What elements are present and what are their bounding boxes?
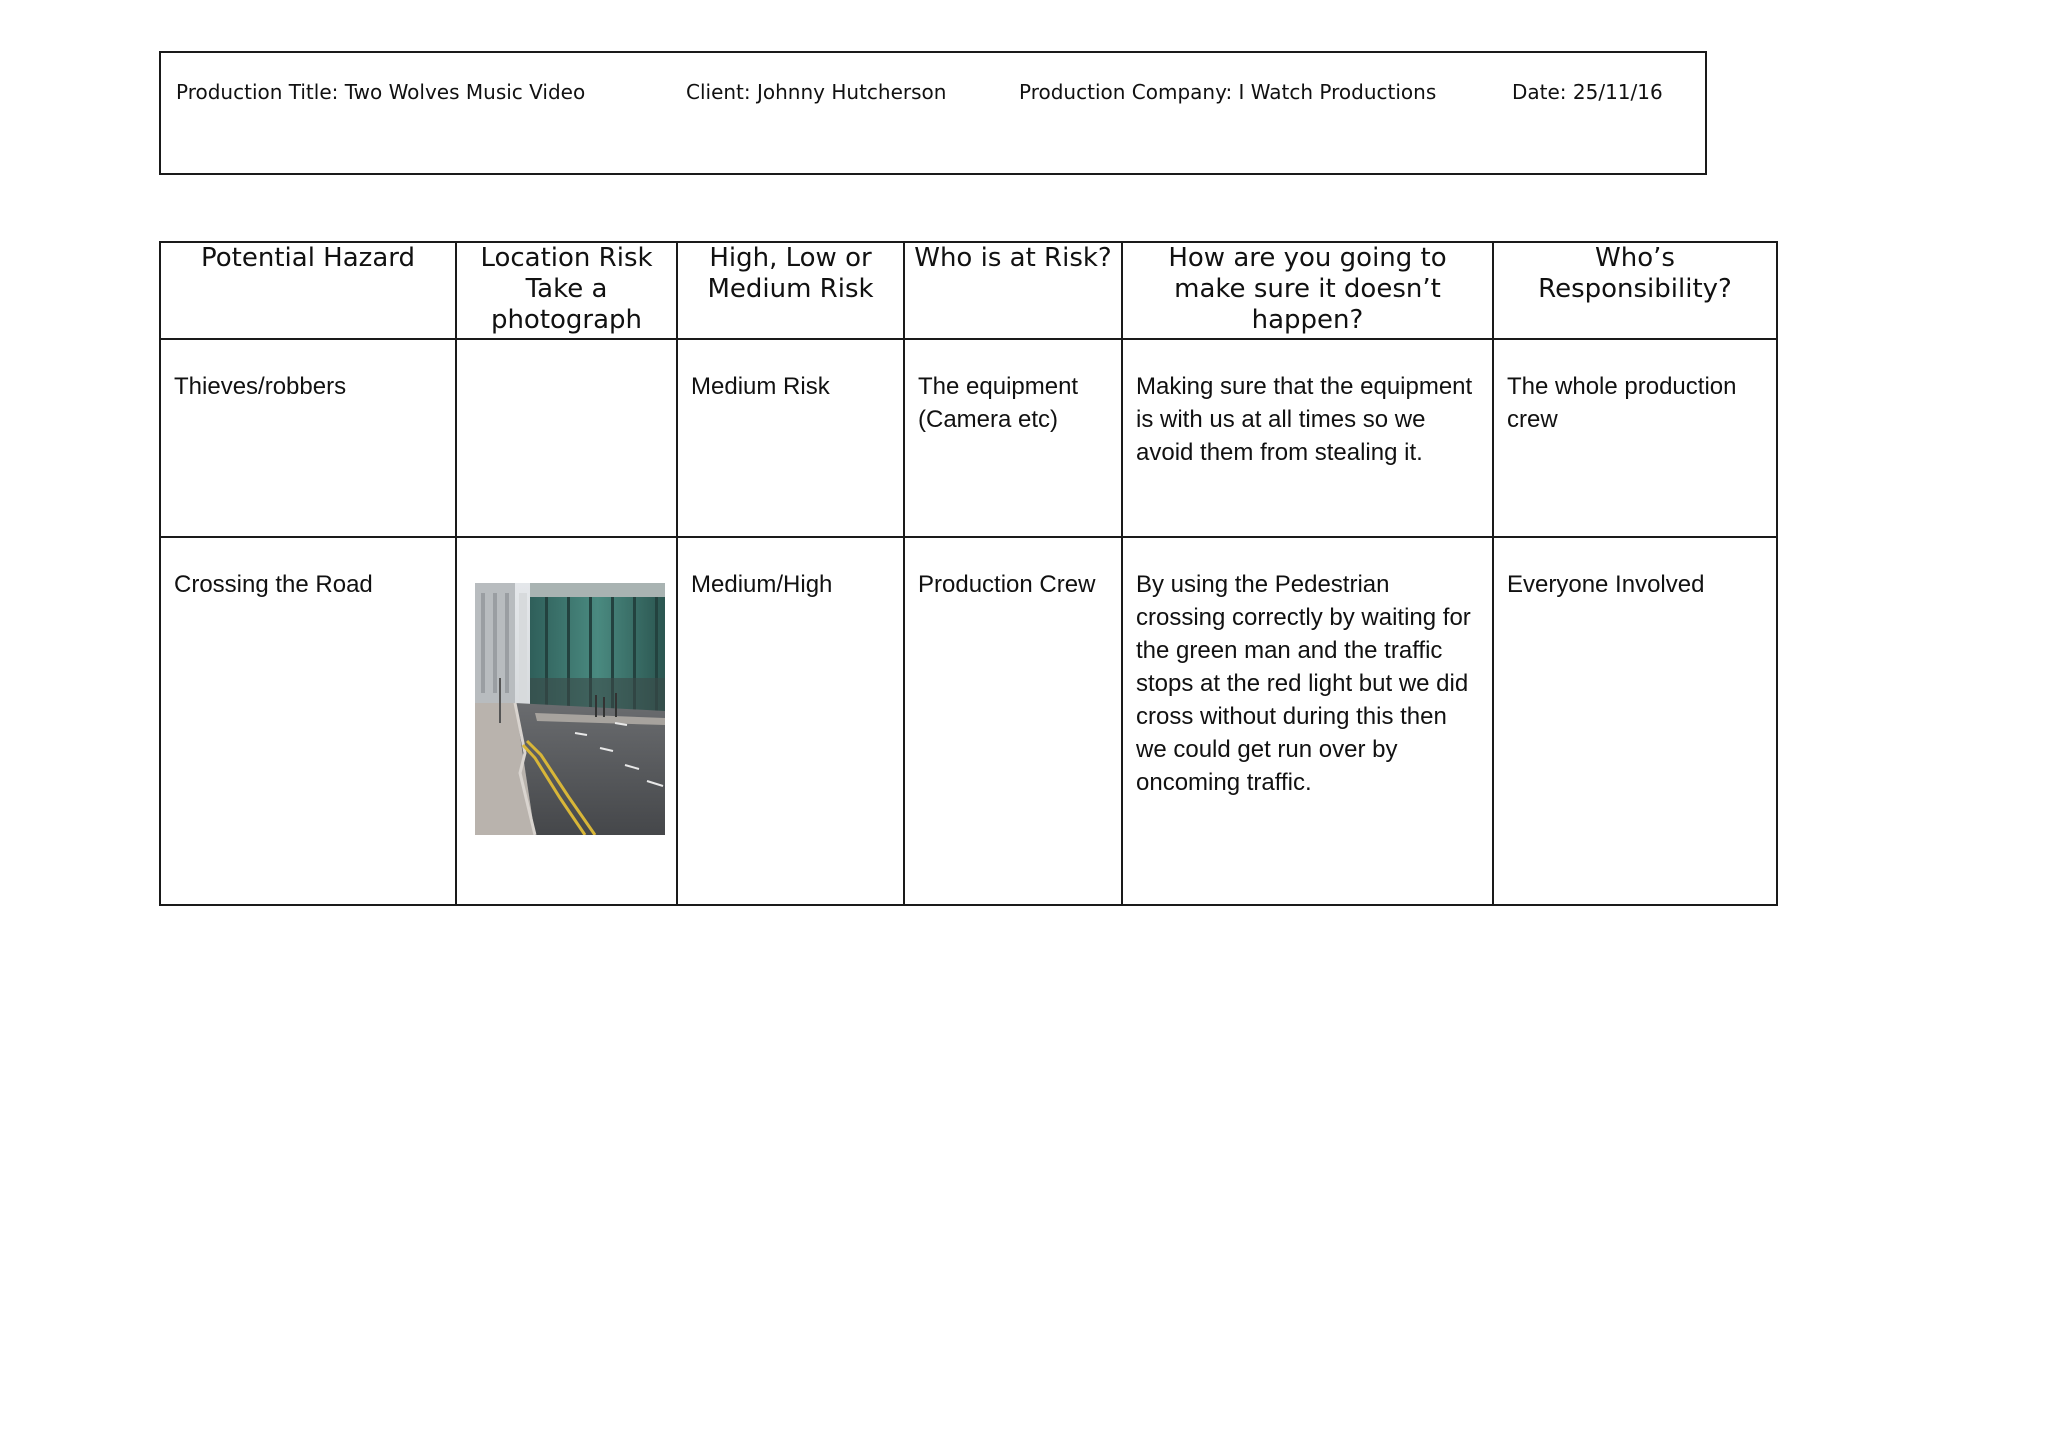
hazard-cell: Crossing the Road bbox=[160, 537, 456, 905]
responsibility-cell: Everyone Involved bbox=[1493, 537, 1777, 905]
production-title: Production Title: Two Wolves Music Video bbox=[176, 80, 586, 104]
street-photo bbox=[475, 583, 665, 835]
risk-level-cell: Medium/High bbox=[677, 537, 904, 905]
column-header-location: Location Risk Take a photograph bbox=[456, 242, 677, 339]
prevention-cell: Making sure that the equipment is with us at all times so we avoid them from stealing it. bbox=[1122, 339, 1493, 537]
prevention-cell: By using the Pedestrian crossing correctly by waiting for the green man and the traffic stops at the red light but we did cross without during this then we could get run over by oncoming traffic. bbox=[1122, 537, 1493, 905]
client-name: Client: Johnny Hutcherson bbox=[686, 80, 947, 104]
column-header-responsibility: Who’s Responsibility? bbox=[1493, 242, 1777, 339]
risk-assessment-table bbox=[159, 241, 1778, 906]
location-photo-cell bbox=[456, 339, 677, 537]
responsibility-cell: The whole production crew bbox=[1493, 339, 1777, 537]
location-photo-cell bbox=[456, 537, 677, 905]
column-header-who-at-risk: Who is at Risk? bbox=[904, 242, 1122, 339]
who-at-risk-cell: Production Crew bbox=[904, 537, 1122, 905]
production-date: Date: 25/11/16 bbox=[1512, 80, 1663, 104]
risk-level-cell: Medium Risk bbox=[677, 339, 904, 537]
who-at-risk-cell: The equipment (Camera etc) bbox=[904, 339, 1122, 537]
table-row bbox=[160, 339, 1777, 537]
production-info-box bbox=[159, 51, 1707, 175]
column-header-prevention: How are you going to make sure it doesn’t happen? bbox=[1122, 242, 1493, 339]
hazard-cell: Thieves/robbers bbox=[160, 339, 456, 537]
table-row bbox=[160, 537, 1777, 905]
production-company: Production Company: I Watch Productions bbox=[1019, 80, 1437, 104]
column-header-risk-level: High, Low or Medium Risk bbox=[677, 242, 904, 339]
column-header-hazard: Potential Hazard bbox=[160, 242, 456, 339]
table-header-row bbox=[160, 242, 1777, 339]
